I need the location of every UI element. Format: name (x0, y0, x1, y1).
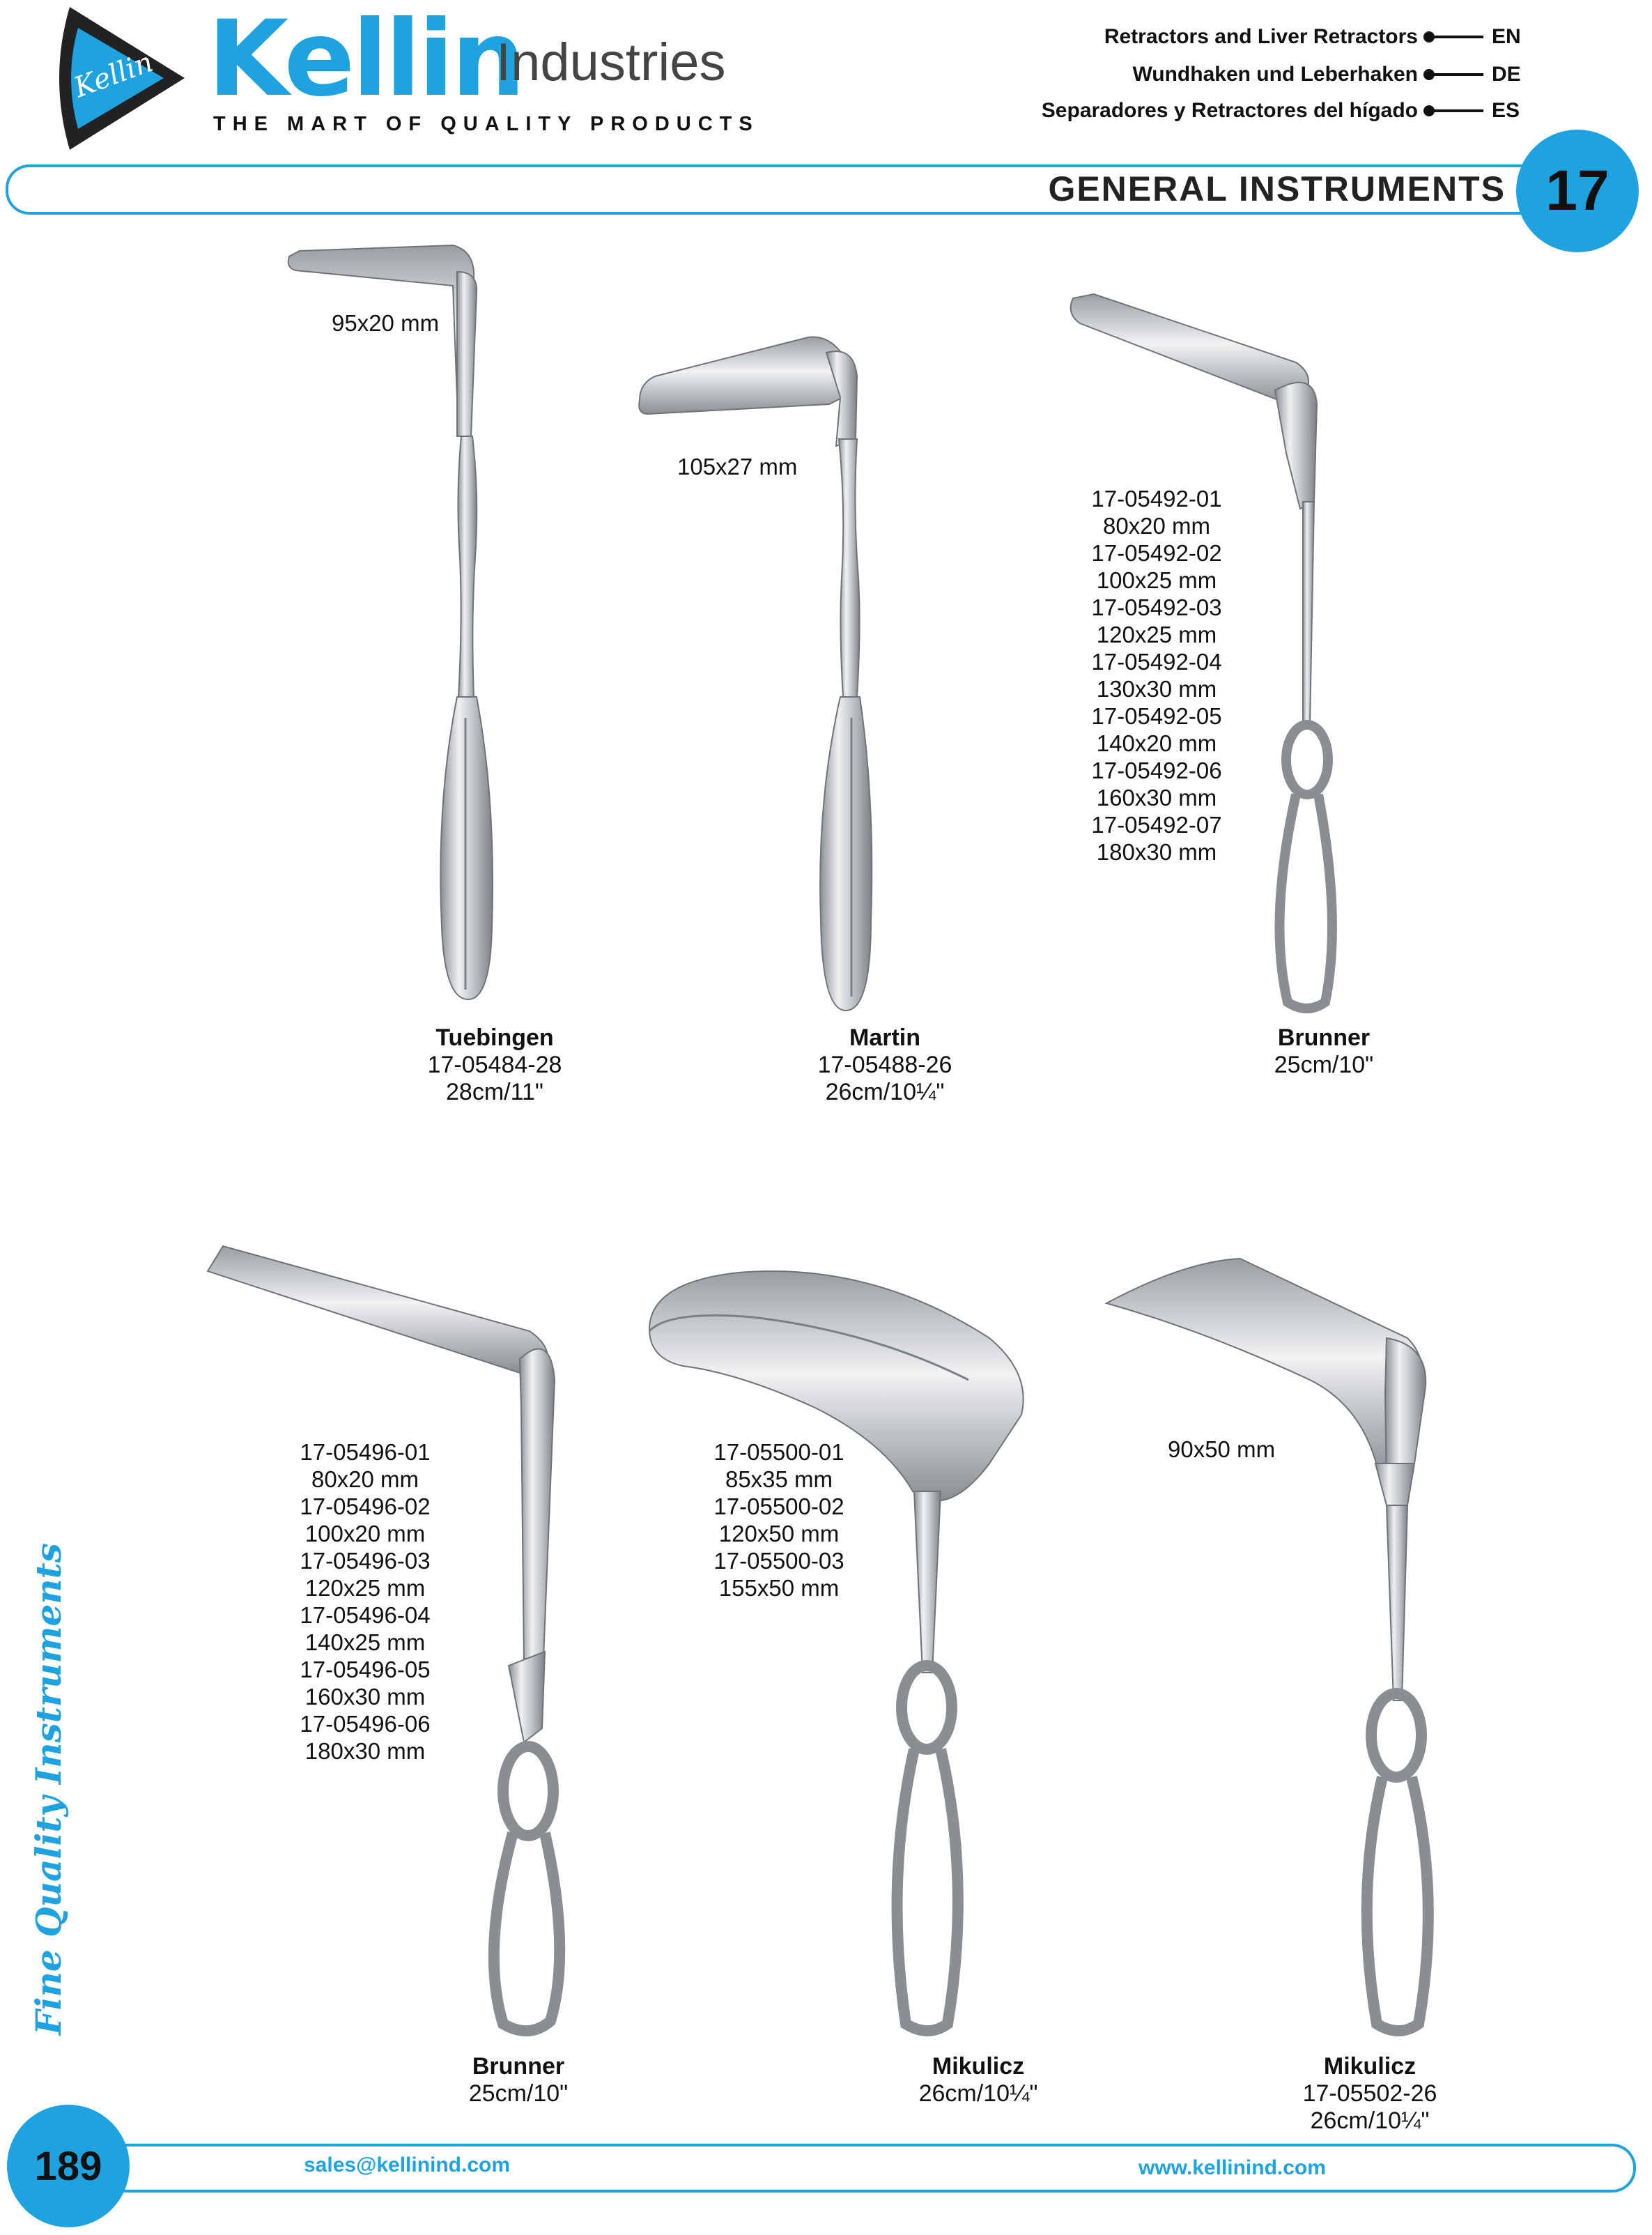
martin-retractor-image (634, 328, 927, 1024)
blade-size: 95x20 mm (332, 310, 440, 336)
email-link[interactable]: sales@kellinind.com (304, 2153, 511, 2176)
product-label (801, 1024, 968, 1106)
variant-size: 180x30 mm (1096, 839, 1217, 865)
product-size: 25cm/10" (468, 2080, 569, 2107)
product-code: 17-05502-26 (1302, 2080, 1437, 2107)
variant-size: 100x20 mm (304, 1521, 426, 1546)
language-row-es (1042, 99, 1483, 123)
variant-code: 17-05492-07 (1091, 812, 1222, 838)
side-slogan: Fine Quality Instruments (28, 1543, 69, 2035)
language-code: ES (1492, 99, 1520, 122)
bullet-line-icon (1428, 109, 1483, 112)
product-label (895, 2053, 1062, 2107)
variant-size: 80x20 mm (311, 1466, 419, 1492)
product-code: 17-05484-28 (427, 1052, 562, 1078)
language-row-de (1133, 63, 1484, 86)
product-size: 28cm/11" (446, 1079, 543, 1105)
blade-size: 105x27 mm (677, 454, 798, 479)
product-size: 25cm/10" (1274, 1052, 1374, 1078)
variant-code: 17-05496-05 (300, 1657, 431, 1682)
tagline: THE MART OF QUALITY PRODUCTS (213, 113, 759, 135)
product-name: Brunner (1277, 1024, 1371, 1051)
language-row-en (1104, 25, 1483, 49)
language-title: Wundhaken und Leberhaken (1132, 63, 1418, 86)
chapter-number: 17 (1516, 130, 1639, 252)
variant-code: 17-05492-03 (1091, 594, 1222, 620)
variant-code: 17-05492-05 (1091, 703, 1222, 729)
variant-code: 17-05496-03 (300, 1548, 431, 1574)
variant-code: 17-05500-01 (713, 1439, 844, 1465)
product-label (435, 2053, 602, 2107)
variant-code: 17-05500-03 (713, 1548, 844, 1574)
variant-size: 80x20 mm (1102, 513, 1211, 539)
language-title: Separadores y Retractores del hígado (1041, 99, 1418, 122)
variant-size: 120x25 mm (304, 1575, 426, 1601)
variant-size: 130x30 mm (1096, 676, 1217, 702)
variant-code: 17-05492-01 (1091, 486, 1222, 512)
brand-suffix: Industries (496, 33, 726, 92)
product-code: 17-05488-26 (817, 1052, 952, 1078)
section-title: GENERAL INSTRUMENTS (1048, 169, 1506, 208)
product-size: 26cm/10¼" (918, 2080, 1038, 2107)
product-name: Mikulicz (932, 2053, 1025, 2080)
variant-code: 17-05492-06 (1091, 758, 1222, 783)
product-size: 26cm/10¼" (1310, 2107, 1430, 2134)
language-title: Retractors and Liver Retractors (1104, 25, 1418, 48)
product-name: Brunner (472, 2053, 565, 2080)
website-link[interactable]: www.kellinind.com (1138, 2156, 1326, 2179)
variant-list (695, 1438, 863, 1602)
variant-size: 140x25 mm (304, 1629, 426, 1655)
variant-code: 17-05492-04 (1091, 649, 1222, 675)
variant-list (1073, 485, 1240, 866)
tuebingen-retractor-image (279, 230, 530, 1024)
product-name: Tuebingen (435, 1024, 554, 1051)
mikulicz-retractor-image (1101, 1254, 1463, 2042)
variant-size: 120x25 mm (1096, 622, 1217, 647)
blade-size: 90x50 mm (1168, 1436, 1276, 1462)
variant-list (281, 1438, 449, 1765)
svg-text:Kellin: Kellin (70, 46, 157, 105)
language-code: EN (1492, 25, 1521, 48)
variant-size: 140x20 mm (1096, 730, 1217, 756)
variant-code: 17-05496-01 (300, 1439, 431, 1465)
bullet-line-icon (1428, 36, 1483, 38)
page-number: 189 (7, 2105, 130, 2227)
variant-size: 160x30 mm (1096, 785, 1217, 811)
variant-size: 155x50 mm (718, 1575, 840, 1601)
variant-code: 17-05500-02 (713, 1493, 844, 1519)
product-label (418, 1024, 571, 1106)
variant-size: 100x25 mm (1096, 567, 1217, 593)
variant-size: 160x30 mm (304, 1684, 426, 1710)
bullet-line-icon (1428, 73, 1483, 76)
product-label (1286, 2053, 1453, 2135)
language-code: DE (1492, 63, 1521, 86)
product-label (1240, 1024, 1407, 1079)
kellin-logo-badge (42, 0, 195, 157)
variant-code: 17-05496-06 (300, 1711, 431, 1737)
brand-name: Kellin (208, 0, 523, 120)
variant-code: 17-05492-02 (1091, 540, 1222, 566)
variant-size: 85x35 mm (725, 1466, 833, 1492)
variant-code: 17-05496-02 (300, 1493, 431, 1519)
product-size: 26cm/10¼" (825, 1079, 945, 1105)
variant-size: 180x30 mm (304, 1738, 426, 1764)
product-name: Mikulicz (1323, 2053, 1416, 2080)
variant-code: 17-05496-04 (300, 1602, 431, 1628)
variant-size: 120x50 mm (718, 1521, 840, 1546)
mikulicz-retractor-image (641, 1254, 1059, 2042)
product-name: Martin (849, 1024, 920, 1051)
